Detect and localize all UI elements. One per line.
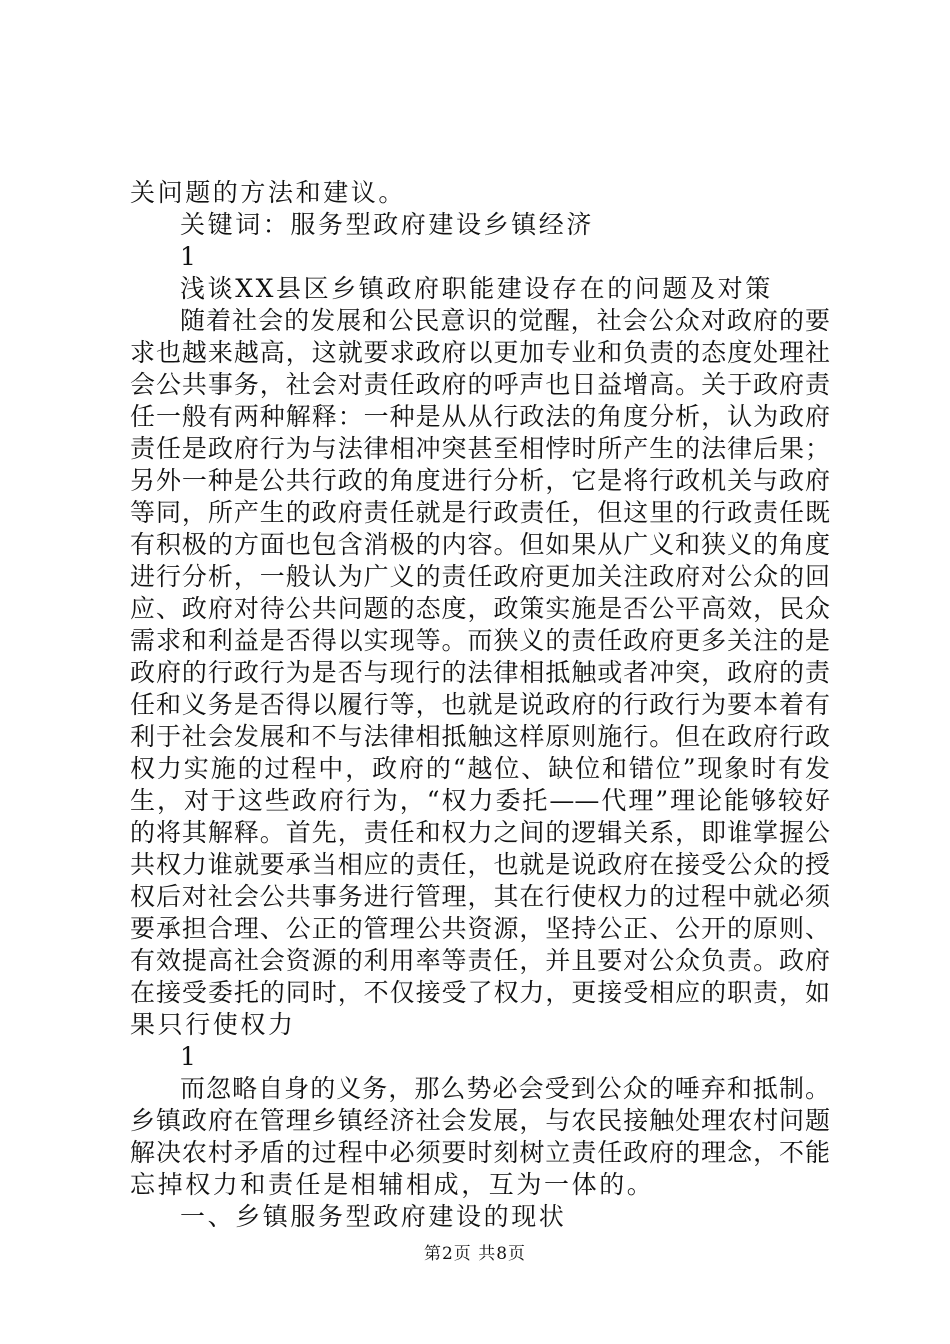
text-line: 进行分析，一般认为广义的责任政府更加关注政府对公众的回 <box>130 562 830 591</box>
article-title: 浅谈XX县区乡镇政府职能建设存在的问题及对策 <box>180 274 773 303</box>
text-line: 解决农村矛盾的过程中必须要时刻树立责任政府的理念，不能 <box>130 1138 830 1167</box>
text-line: 等同，所产生的政府责任就是行政责任，但这里的行政责任既 <box>130 498 830 527</box>
text-line: 有积极的方面也包含消极的内容。但如果从广义和狭义的角度 <box>130 530 830 559</box>
text-line: 忘掉权力和责任是相辅相成，互为一体的。 <box>130 1170 655 1199</box>
page-footer: 第2页 共8页 <box>423 1244 527 1264</box>
text-line: 任一般有两种解释：一种是从从行政法的角度分析，认为政府 <box>130 402 830 431</box>
text-line: 而忽略自身的义务，那么势必会受到公众的唾弃和抵制。 <box>180 1074 830 1103</box>
text-line: 乡镇政府在管理乡镇经济社会发展，与农民接触处理农村问题 <box>130 1106 830 1135</box>
text-line: 求也越来越高，这就要求政府以更加专业和负责的态度处理社 <box>130 338 830 367</box>
text-line: 会公共事务，社会对责任政府的呼声也日益增高。关于政府责 <box>130 370 830 399</box>
text-line: 的将其解释。首先，责任和权力之间的逻辑关系，即谁掌握公 <box>130 818 830 847</box>
text-line: 应、政府对待公共问题的态度，政策实施是否公平高效，民众 <box>130 594 830 623</box>
text-line: 关问题的方法和建议。 <box>130 178 407 207</box>
text-line: 需求和利益是否得以实现等。而狭义的责任政府更多关注的是 <box>130 626 830 655</box>
text-line: 权后对社会公共事务进行管理，其在行使权力的过程中就必须 <box>130 882 830 911</box>
text-line: 要承担合理、公正的管理公共资源，坚持公正、公开的原则、 <box>130 914 830 943</box>
text-line: 另外一种是公共行政的角度进行分析，它是将行政机关与政府 <box>130 466 830 495</box>
text-line: 权力实施的过程中，政府的“越位、缺位和错位”现象时有发 <box>130 754 830 783</box>
text-line: 在接受委托的同时，不仅接受了权力，更接受相应的职责，如 <box>130 978 830 1007</box>
text-line: 任和义务是否得以履行等，也就是说政府的行政行为要本着有 <box>130 690 830 719</box>
page-marker: 1 <box>180 1042 199 1071</box>
section-heading: 一、乡镇服务型政府建设的现状 <box>180 1202 567 1231</box>
text-line: 果只行使权力 <box>130 1010 296 1039</box>
keywords-line: 关键词：服务型政府建设乡镇经济 <box>180 210 595 239</box>
text-line: 共权力谁就要承当相应的责任，也就是说政府在接受公众的授 <box>130 850 830 879</box>
text-line: 责任是政府行为与法律相冲突甚至相悖时所产生的法律后果； <box>130 434 830 463</box>
page-marker: 1 <box>180 242 199 271</box>
text-line: 有效提高社会资源的利用率等责任，并且要对公众负责。政府 <box>130 946 830 975</box>
text-line: 生，对于这些政府行为，“权力委托——代理”理论能够较好 <box>130 786 830 815</box>
text-line: 利于社会发展和不与法律相抵触这样原则施行。但在政府行政 <box>130 722 830 751</box>
text-line: 随着社会的发展和公民意识的觉醒，社会公众对政府的要 <box>180 306 830 335</box>
text-line: 政府的行政行为是否与现行的法律相抵触或者冲突，政府的责 <box>130 658 830 687</box>
